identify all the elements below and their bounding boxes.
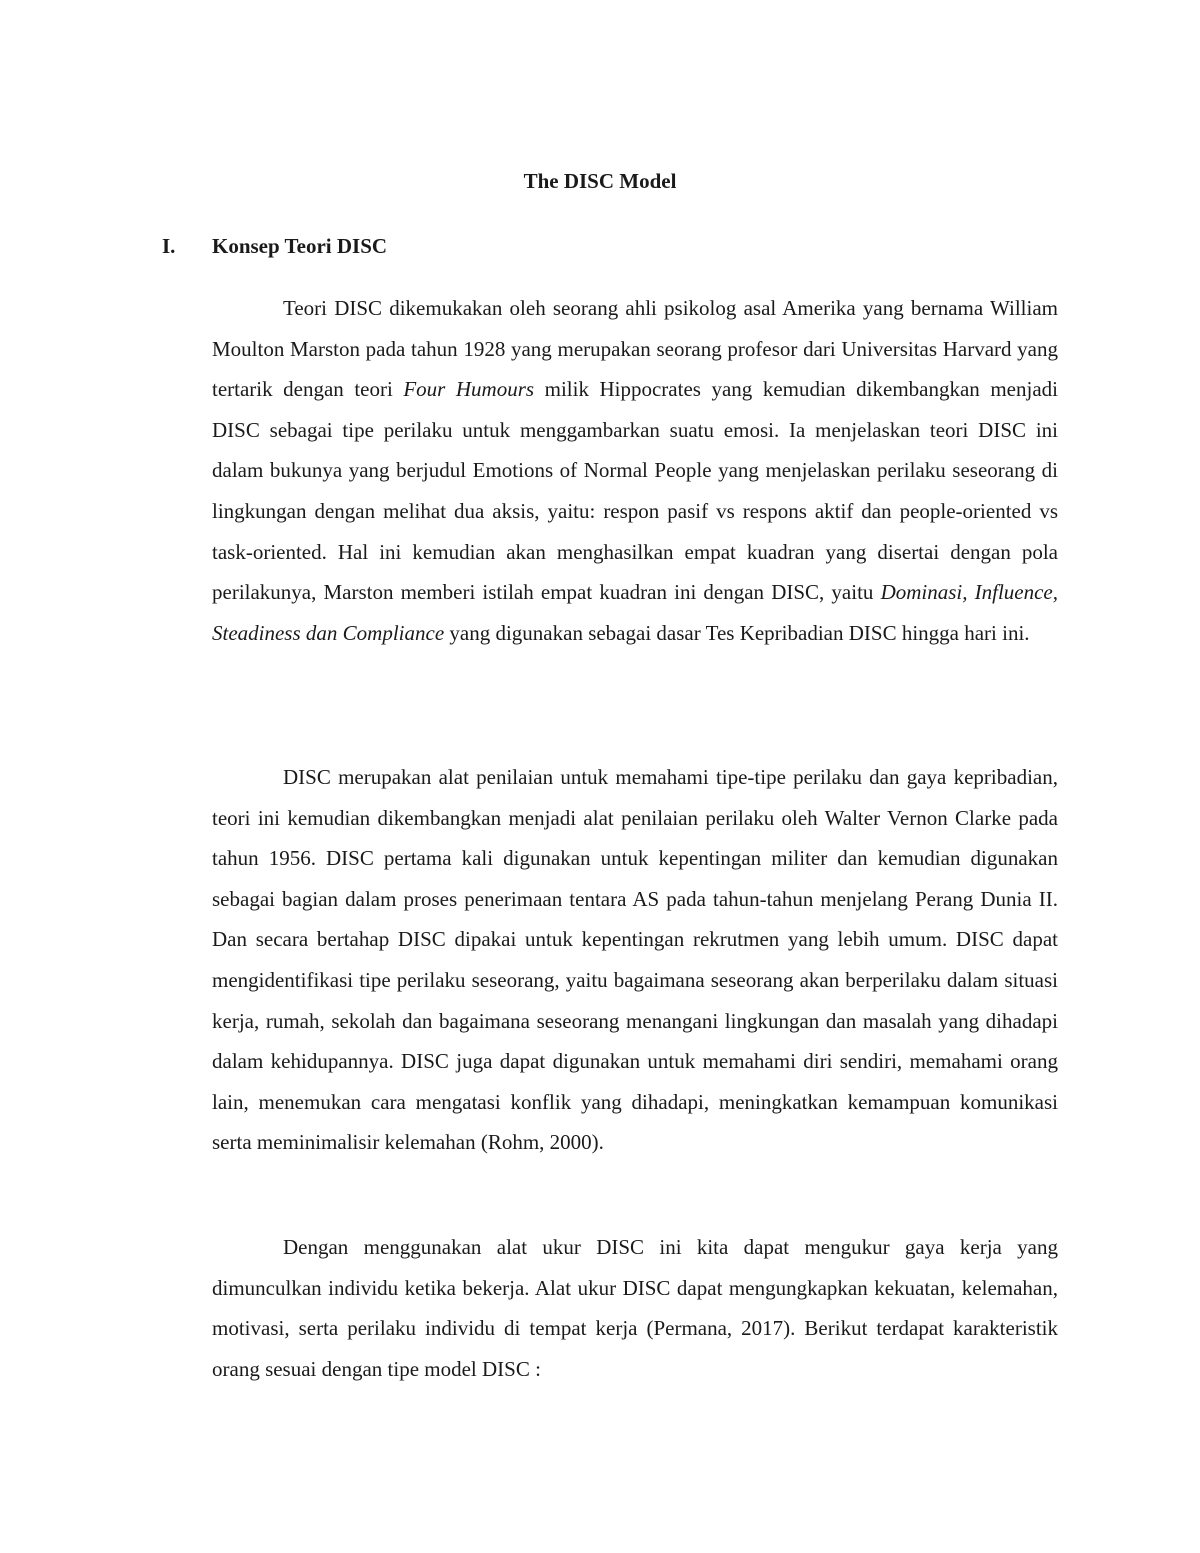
paragraph-1-text-b: milik Hippocrates yang kemudian dikembangkan menjadi DISC sebagai tipe perilaku untuk menggambarkan suatu emosi. Ia menjelaskan teori DISC ini dalam bukunya yang berjudul Emotions of Normal People yang menjelaskan perilaku seseorang di lingkungan dengan melihat dua aksis, yaitu: respon pasif vs respons aktif dan people-oriented vs task-oriented. Hal ini kemudian akan menghasilkan empat kuadran yang disertai dengan pola perilakunya, Marston memberi istilah empat kuadran ini dengan DISC, yaitu [212, 377, 1058, 605]
document-title: The DISC Model [523, 169, 677, 193]
section-heading-text: Konsep Teori DISC [212, 234, 388, 258]
section-heading [162, 231, 387, 261]
paragraph-3: Dengan menggunakan alat ukur DISC ini kita dapat mengukur gaya kerja yang dimunculkan individu ketika bekerja. Alat ukur DISC dapat mengungkapkan kekuatan, kelemahan, motivasi, serta perilaku individu di tempat kerja (Permana, 2017). Berikut terdapat karakteristik orang sesuai dengan tipe model DISC : [212, 1235, 1058, 1381]
paragraph-2: DISC merupakan alat penilaian untuk memahami tipe-tipe perilaku dan gaya kepribadian, teori ini kemudian dikembangkan menjadi alat penilaian perilaku oleh Walter Vernon Clarke pada tahun 1956. DISC pertama kali digunakan untuk kepentingan militer dan kemudian digunakan sebagai bagian dalam proses penerimaan tentara AS pada tahun-tahun menjelang Perang Dunia II. Dan secara bertahap DISC dipakai untuk kepentingan rekrutmen yang lebih umum. DISC dapat mengidentifikasi tipe perilaku seseorang, yaitu bagaimana seseorang akan berperilaku dalam situasi kerja, rumah, sekolah dan bagaimana seseorang menangani lingkungan dan masalah yang dihadapi dalam kehidupannya. DISC juga dapat digunakan untuk memahami diri sendiri, memahami orang lain, menemukan cara mengatasi konflik yang dihadapi, meningkatkan kemampuan komunikasi serta meminimalisir kelemahan (Rohm, 2000). [212, 765, 1058, 1155]
paragraph-1-italic-four-humours: Four Humours [403, 377, 535, 402]
section-number: I. [162, 234, 176, 258]
paragraph-1 [212, 288, 1058, 653]
paragraph-1-italic-disc-terms: Dominasi, Influence, Steadiness dan Compliance [212, 580, 1058, 645]
paragraph-1-text-c: yang digunakan sebagai dasar Tes Kepribadian DISC hingga hari ini. [444, 620, 1030, 645]
paragraph-1-text-a: Teori DISC dikemukakan oleh seorang ahli psikolog asal Amerika yang bernama William Moulton Marston pada tahun 1928 yang merupakan seorang profesor dari Universitas Harvard yang tertarik dengan teori [212, 296, 1058, 402]
